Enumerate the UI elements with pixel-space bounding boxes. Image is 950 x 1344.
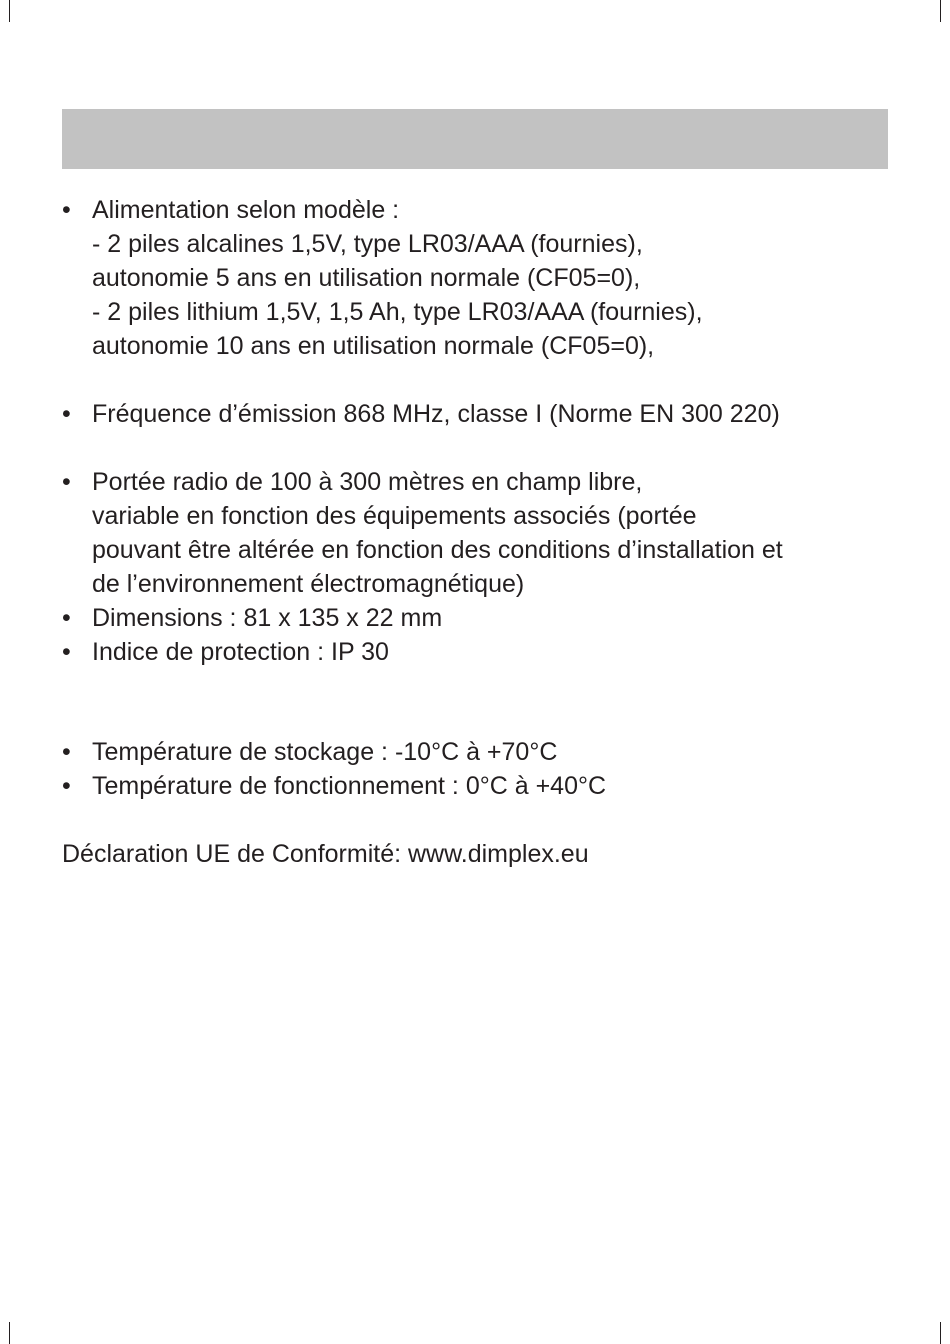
spacer (62, 669, 888, 735)
bullet-icon: • (62, 772, 71, 800)
crop-mark-bottom-right (940, 1322, 941, 1344)
spec-item-storage-temperature (62, 735, 888, 769)
range-line: de l’environnement électromagnétique) (92, 570, 525, 598)
specifications-content (62, 193, 888, 871)
spacer (62, 363, 888, 397)
crop-mark-bottom-left (9, 1322, 10, 1344)
power-line: - 2 piles alcalines 1,5V, type LR03/AAA (fournies), (92, 230, 643, 258)
storage-temperature-text: Température de stockage : -10°C à +70°C (92, 738, 558, 766)
crop-mark-top-right (940, 0, 941, 22)
spacer (62, 431, 888, 465)
bullet-icon: • (62, 738, 71, 766)
dimensions-text: Dimensions : 81 x 135 x 22 mm (92, 604, 443, 632)
crop-mark-top-left (9, 0, 10, 22)
power-line: autonomie 5 ans en utilisation normale (CF05=0), (92, 264, 641, 292)
spacer (62, 803, 888, 837)
spec-item-power (62, 193, 888, 363)
power-line: autonomie 10 ans en utilisation normale (CF05=0), (92, 332, 655, 360)
spec-item-range (62, 465, 888, 601)
power-title: Alimentation selon modèle : (92, 196, 400, 224)
bullet-icon: • (62, 196, 71, 224)
bullet-icon: • (62, 400, 71, 428)
operating-temperature-text: Température de fonctionnement : 0°C à +40°C (92, 772, 607, 800)
frequency-text: Fréquence d’émission 868 MHz, classe I (Norme EN 300 220) (92, 400, 780, 428)
bullet-icon: • (62, 604, 71, 632)
range-line: pouvant être altérée en fonction des conditions d’installation et (92, 536, 783, 564)
spec-item-frequency (62, 397, 888, 431)
section-header-bar (62, 109, 888, 169)
protection-text: Indice de protection : IP 30 (92, 638, 389, 666)
range-line: variable en fonction des équipements associés (portée (92, 502, 697, 530)
bullet-icon: • (62, 468, 71, 496)
bullet-icon: • (62, 638, 71, 666)
spec-item-protection (62, 635, 888, 669)
power-line: - 2 piles lithium 1,5V, 1,5 Ah, type LR03/AAA (fournies), (92, 298, 703, 326)
spec-item-dimensions (62, 601, 888, 635)
conformity-declaration: Déclaration UE de Conformité: www.dimplex.eu (62, 840, 589, 868)
spec-item-operating-temperature (62, 769, 888, 803)
range-line: Portée radio de 100 à 300 mètres en champ libre, (92, 468, 643, 496)
